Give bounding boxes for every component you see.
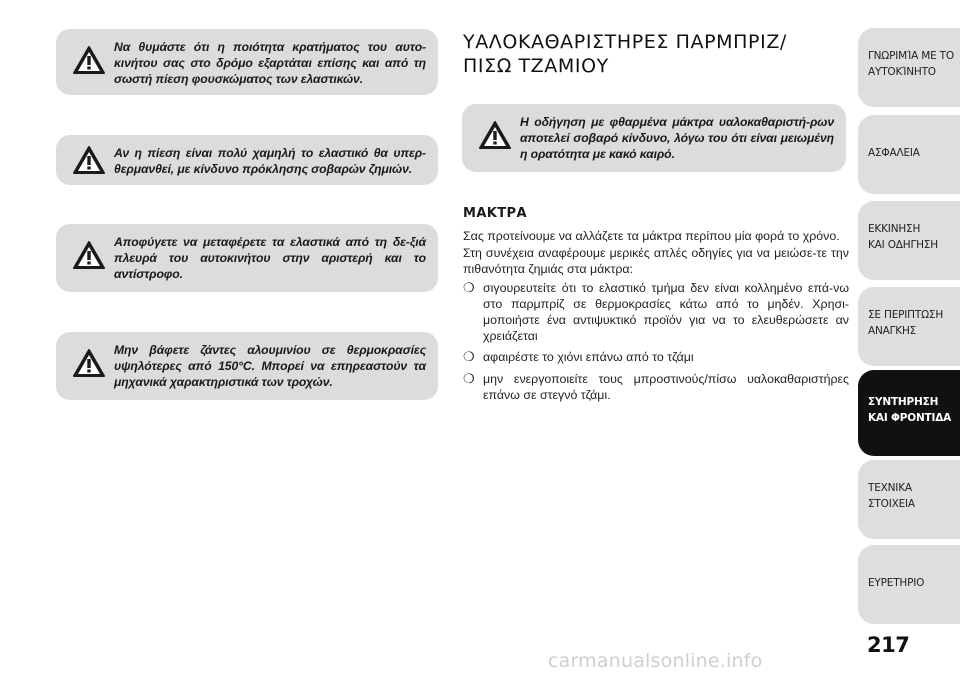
watermark: carmanualsonline.info <box>548 650 763 672</box>
tab-label: ΕΚΚΙΝΗΣΗ <box>868 223 921 235</box>
warning-triangle-icon <box>72 240 106 270</box>
warning-text: Η οδήγηση με φθαρμένα μάκτρα υαλοκαθαριστή-ρων αποτελεί σοβαρό κίνδυνο, λόγω του ότι είναι μειωμένη η ορατότητα με κακό καιρό. <box>520 115 834 161</box>
tab-technical-data[interactable] <box>858 460 960 539</box>
tab-label: ΚΑΙ ΟΔΗΓΗΣΗ <box>868 239 938 251</box>
bullet-list <box>463 280 849 403</box>
tab-label: ΕΥΡΕΤΗΡΙΟ <box>868 577 925 589</box>
tab-maintenance-care[interactable] <box>858 370 960 456</box>
tab-label: ΚΑΙ ΦΡΟΝΤΙΔΑ <box>868 412 952 424</box>
tab-label: ΣΤΟΙΧΕΙΑ <box>868 498 915 510</box>
tab-label: ΣΥΝΤΗΡΗΣΗ <box>868 396 939 408</box>
section-title <box>463 30 853 78</box>
warning-box-worn-blades <box>462 104 846 172</box>
warning-box-overheat <box>56 135 438 185</box>
section-title-line1: ΥΑΛΟΚΑΘΑΡΙΣΤΗΡΕΣ ΠΑΡΜΠΡΙΖ/ <box>463 31 787 53</box>
paragraph: Σας προτείνουμε να αλλάζετε τα μάκτρα περίπου μία φορά το χρόνο. <box>463 229 840 243</box>
tab-label: ΣΕ ΠΕΡΙΠΤΩΣΗ <box>868 309 944 321</box>
list-item <box>463 371 849 403</box>
warning-box-alloy-paint <box>56 332 438 400</box>
tab-label: ΤΕΧΝΙΚΑ <box>868 482 912 494</box>
warning-text: Να θυμάστε ότι η ποιότητα κρατήματος του αυτο-κινήτου σας στο δρόμο εξαρτάται επίσης και από τη σωστή πίεση φουσκώματος των ελαστικών. <box>114 40 426 86</box>
section-title-line2: ΠΙΣΩ ΤΖΑΜΙΟΥ <box>463 55 609 77</box>
list-item-text: σιγουρευτείτε ότι το ελαστικό τμήμα δεν είναι κολλημένο επά-νω στο παρμπρίζ σε θερμοκρασίες κάτω από το μηδέν. Χρησι-μοποιήστε ένα αντιψυκτικό προϊόν για να το ελευθερώσετε αν χρειάζεται <box>483 280 849 344</box>
warning-triangle-icon <box>72 145 106 175</box>
tab-emergency[interactable] <box>858 287 960 366</box>
tab-label: ΑΥΤΟΚΊΝΗΤΟ <box>868 66 936 78</box>
tab-label: ΑΣΦΑΛΕΙΑ <box>868 147 920 159</box>
warning-text: Μην βάφετε ζάντες αλουμινίου σε θερμοκρασίες υψηλότερες από 150°C. Μπορεί να επηρεαστούν τα μηχανικά χαρακτηριστικά των τροχών. <box>114 343 426 389</box>
list-item-text: μην ενεργοποιείτε τους μπροστινούς/πίσω υαλοκαθαριστήρες επάνω σε στεγνό τζάμι. <box>483 371 849 402</box>
list-item <box>463 349 849 365</box>
list-item <box>463 280 849 345</box>
tab-getting-to-know[interactable] <box>858 28 960 107</box>
warning-triangle-icon <box>478 120 512 150</box>
body-text <box>463 228 849 408</box>
subsection-heading: ΜΑΚΤΡΑ <box>463 206 527 221</box>
list-item-text: αφαιρέστε το χιόνι επάνω από το τζάμι <box>483 350 694 365</box>
warning-box-tire-side <box>56 224 438 292</box>
tab-safety[interactable] <box>858 115 960 194</box>
circle-bullet-icon: ❍ <box>463 279 475 295</box>
tab-label: ΓΝΩΡΙΜΊΑ ΜΕ ΤΟ <box>868 50 954 62</box>
warning-triangle-icon <box>72 348 106 378</box>
tab-label: ΑΝΑΓΚΗΣ <box>868 325 917 337</box>
warning-text: Αν η πίεση είναι πολύ χαμηλή το ελαστικό θα υπερ-θερμανθεί, με κίνδυνο πρόκλησης σοβαρών ζημιών. <box>114 146 426 176</box>
warning-text: Αποφύγετε να μεταφέρετε τα ελαστικά από τη δε-ξιά πλευρά του αυτοκινήτου στην αριστερή και το αντίστροφο. <box>114 235 426 281</box>
tab-starting-driving[interactable] <box>858 201 960 280</box>
warning-box-tire-pressure <box>56 29 438 95</box>
tab-index[interactable] <box>858 545 960 624</box>
warning-triangle-icon <box>72 45 106 75</box>
page-number: 217 <box>867 633 910 657</box>
paragraph: Στη συνέχεια αναφέρουμε μερικές απλές οδηγίες για να μειώσε-τε την πιθανότητα ζημιάς στα μάκτρα: <box>463 246 849 277</box>
circle-bullet-icon: ❍ <box>463 370 475 386</box>
circle-bullet-icon: ❍ <box>463 349 475 365</box>
